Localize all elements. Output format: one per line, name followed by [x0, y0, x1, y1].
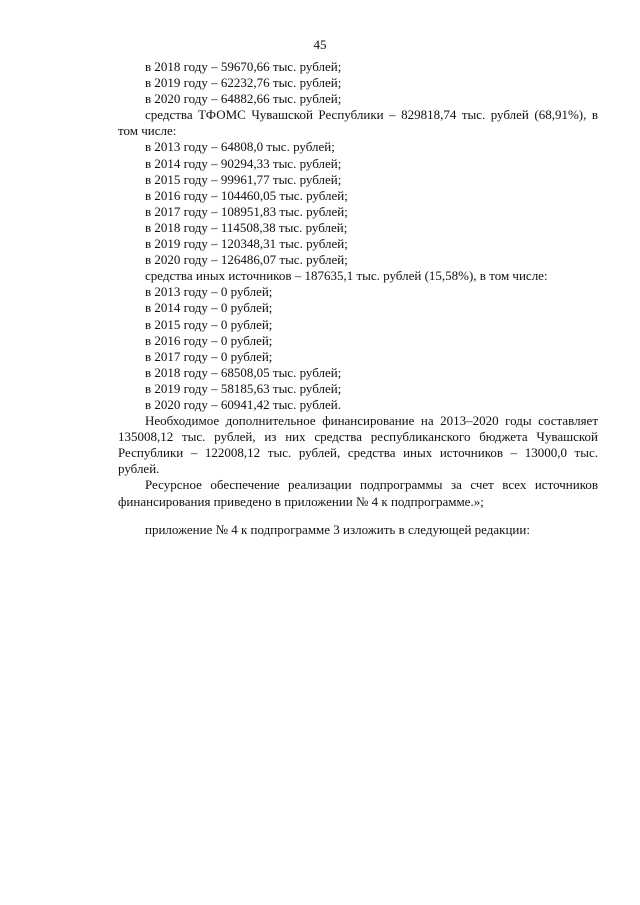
- year-line: в 2020 году – 64882,66 тыс. рублей;: [145, 91, 342, 107]
- year-line: в 2019 году – 62232,76 тыс. рублей;: [145, 75, 342, 91]
- year-line: в 2017 году – 0 рублей;: [145, 348, 273, 364]
- resource-paragraph: Ресурсное обеспечение реализации подпрограммы за счет всех источников финансирования приведено в приложении № 4 к подпрограмме.»;: [118, 477, 598, 509]
- year-line: в 2020 году – 60941,42 тыс. рублей.: [145, 396, 341, 412]
- tfoms-paragraph: средства ТФОМС Чувашской Республики – 829818,74 тыс. рублей (68,91%), в том числе:: [118, 107, 598, 139]
- additional-funding-paragraph: Необходимое дополнительное финансирование на 2013–2020 годы составляет 135008,12 тыс. рублей, из них средства республиканского бюджета Чувашской Республики – 122008,12 тыс. рублей, средства иных источников – 13000,0 тыс. рублей.: [118, 413, 598, 477]
- year-line: в 2019 году – 58185,63 тыс. рублей;: [145, 380, 342, 396]
- year-line: в 2016 году – 0 рублей;: [145, 332, 273, 348]
- paragraph-gap: [118, 510, 598, 522]
- year-line: в 2018 году – 114508,38 тыс. рублей;: [145, 219, 348, 235]
- document-body: [118, 59, 598, 538]
- year-line: в 2015 году – 99961,77 тыс. рублей;: [145, 171, 342, 187]
- year-line: в 2016 году – 104460,05 тыс. рублей;: [145, 187, 348, 203]
- year-line: в 2015 году – 0 рублей;: [145, 316, 273, 332]
- year-line: в 2018 году – 68508,05 тыс. рублей;: [145, 364, 342, 380]
- year-line: в 2019 году – 120348,31 тыс. рублей;: [145, 236, 348, 252]
- year-line: в 2020 году – 126486,07 тыс. рублей;: [145, 252, 348, 268]
- year-line: в 2017 году – 108951,83 тыс. рублей;: [145, 203, 348, 219]
- page-number: 45: [313, 37, 327, 52]
- other-sources-line: средства иных источников – 187635,1 тыс. рублей (15,58%), в том числе:: [145, 268, 548, 284]
- year-line: в 2018 году – 59670,66 тыс. рублей;: [145, 59, 342, 74]
- year-line: в 2014 году – 0 рублей;: [145, 300, 273, 316]
- year-line: в 2013 году – 0 рублей;: [145, 284, 273, 300]
- appendix-instruction: приложение № 4 к подпрограмме 3 изложить в следующей редакции:: [145, 521, 530, 537]
- year-line: в 2013 году – 64808,0 тыс. рублей;: [145, 139, 335, 155]
- year-line: в 2014 году – 90294,33 тыс. рублей;: [145, 155, 342, 171]
